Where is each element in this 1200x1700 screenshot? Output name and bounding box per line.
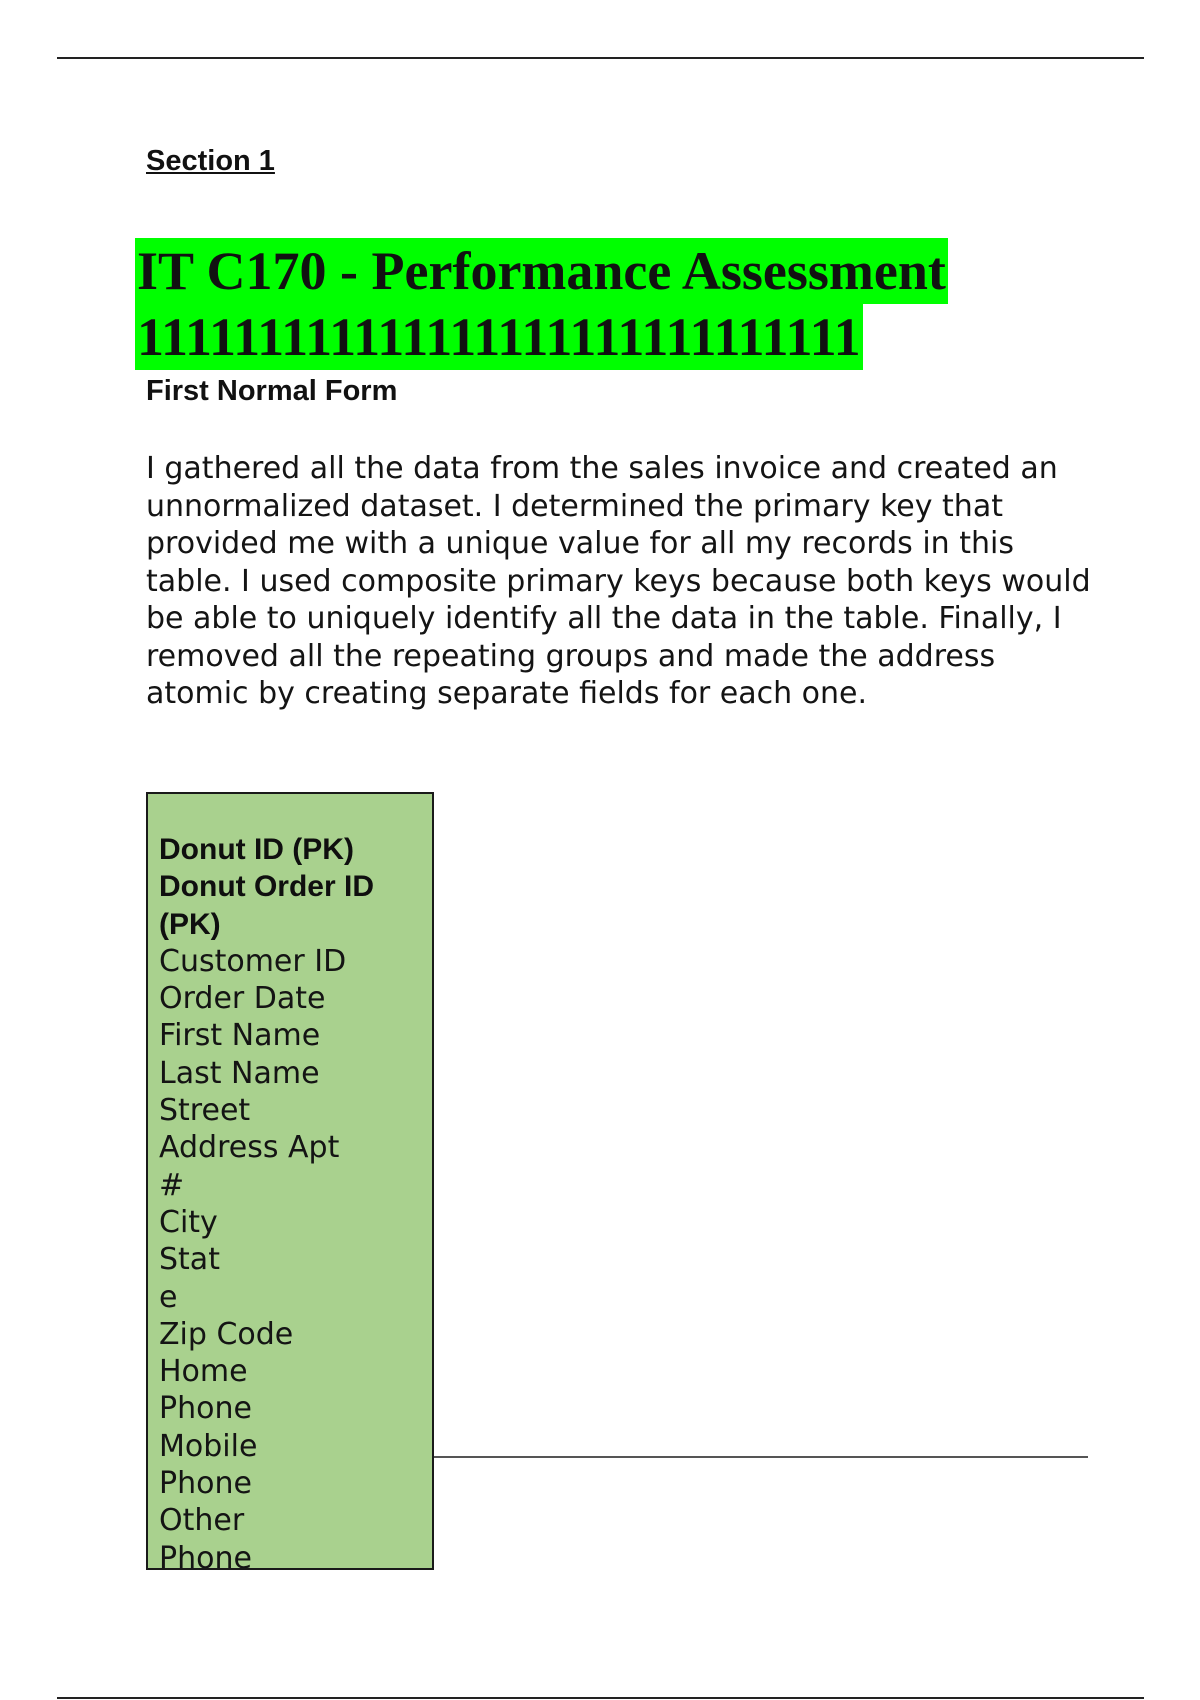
entity-field-pk: Donut ID (PK) xyxy=(159,833,354,866)
body-paragraph: I gathered all the data from the sales invoice and created an unnormalized dataset. I determined the primary key that provided me with a unique value for all my records in this table. I used composite primary keys because both keys would be able to uniquely identify all the data in the table. Finally, I removed all the repeating groups and made the address atomic by creating separate fields for each one. xyxy=(146,451,1091,711)
entity-field: First Name xyxy=(159,1018,321,1054)
entity-field: City xyxy=(159,1204,218,1240)
document-title xyxy=(135,238,948,370)
entity-field: State xyxy=(159,1242,220,1315)
entity-field: Street Address Apt # xyxy=(159,1093,340,1203)
top-rule xyxy=(57,57,1144,59)
entity-field: Other Phone xyxy=(159,1503,252,1570)
entity-field: Last Name xyxy=(159,1055,320,1091)
entity-field-list xyxy=(148,794,432,1570)
section-label: Section 1 xyxy=(146,145,275,177)
title-line-1: IT C170 - Performance Assessment xyxy=(135,238,948,304)
subheading-first-normal-form: First Normal Form xyxy=(146,375,398,407)
bottom-rule xyxy=(57,1697,1144,1699)
entity-field: Mobile Phone xyxy=(159,1428,258,1502)
connector-line xyxy=(434,1456,1088,1458)
entity-field-pk: Donut Order ID (PK) xyxy=(159,870,374,941)
entity-field: Home Phone xyxy=(159,1354,252,1427)
entity-field: Order Date xyxy=(159,981,326,1017)
title-line-2: 111111111111111111111111111111 xyxy=(135,304,863,370)
entity-field: Customer ID xyxy=(159,943,347,979)
entity-table-box xyxy=(146,792,434,1570)
entity-field: Zip Code xyxy=(159,1316,294,1352)
